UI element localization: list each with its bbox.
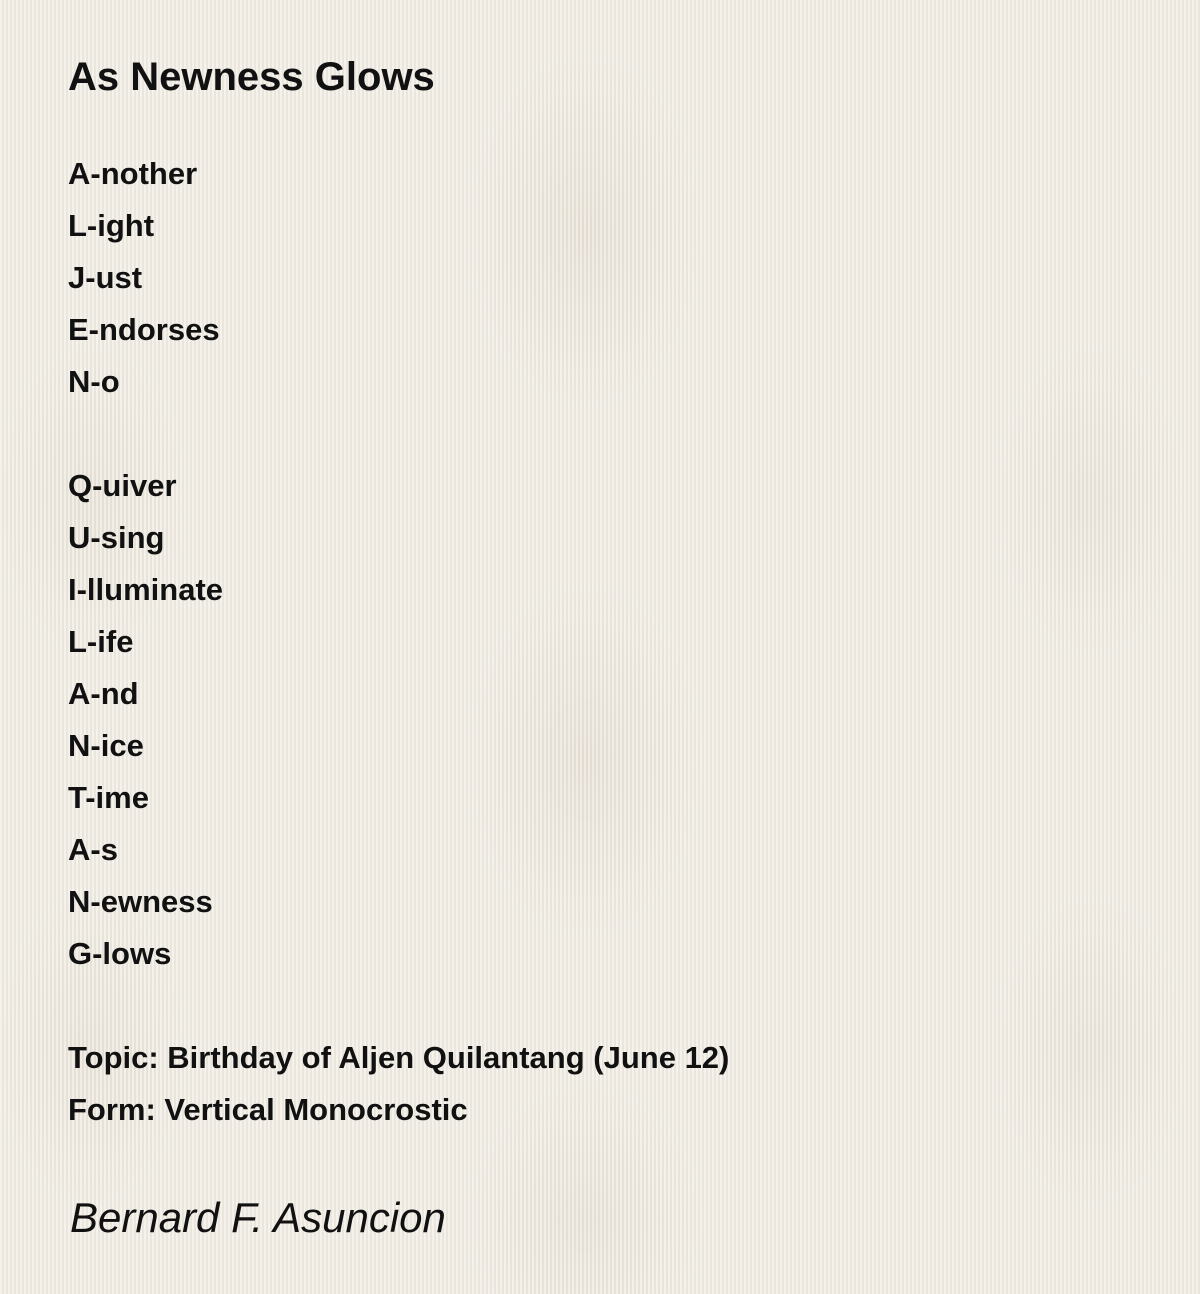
poem-line: G-lows (68, 936, 172, 971)
form-line: Form: Vertical Monocrostic (68, 1092, 468, 1127)
poem-line: E-ndorses (68, 312, 220, 347)
poem-line: A-s (68, 832, 118, 867)
poem-line: N-o (68, 364, 120, 399)
topic-line: Topic: Birthday of Aljen Quilantang (June 12) (68, 1040, 730, 1075)
poem-line: T-ime (68, 780, 149, 815)
stanza-2 (68, 460, 223, 980)
poem-notes (68, 1032, 729, 1136)
poem-line: A-nother (68, 156, 198, 191)
stanza-1 (68, 148, 220, 408)
poem-line: N-ewness (68, 884, 213, 919)
poem-title: As Newness Glows (68, 55, 435, 99)
poem-line: I-lluminate (68, 572, 224, 607)
poem-line: L-ife (68, 624, 134, 659)
poem-line: J-ust (68, 260, 143, 295)
poem-line: A-nd (68, 676, 139, 711)
author-name: Bernard F. Asuncion (70, 1194, 446, 1241)
poem-line: U-sing (68, 520, 165, 555)
poem-line: L-ight (68, 208, 155, 243)
poem-line: Q-uiver (68, 468, 177, 503)
poem-line: N-ice (68, 728, 144, 763)
